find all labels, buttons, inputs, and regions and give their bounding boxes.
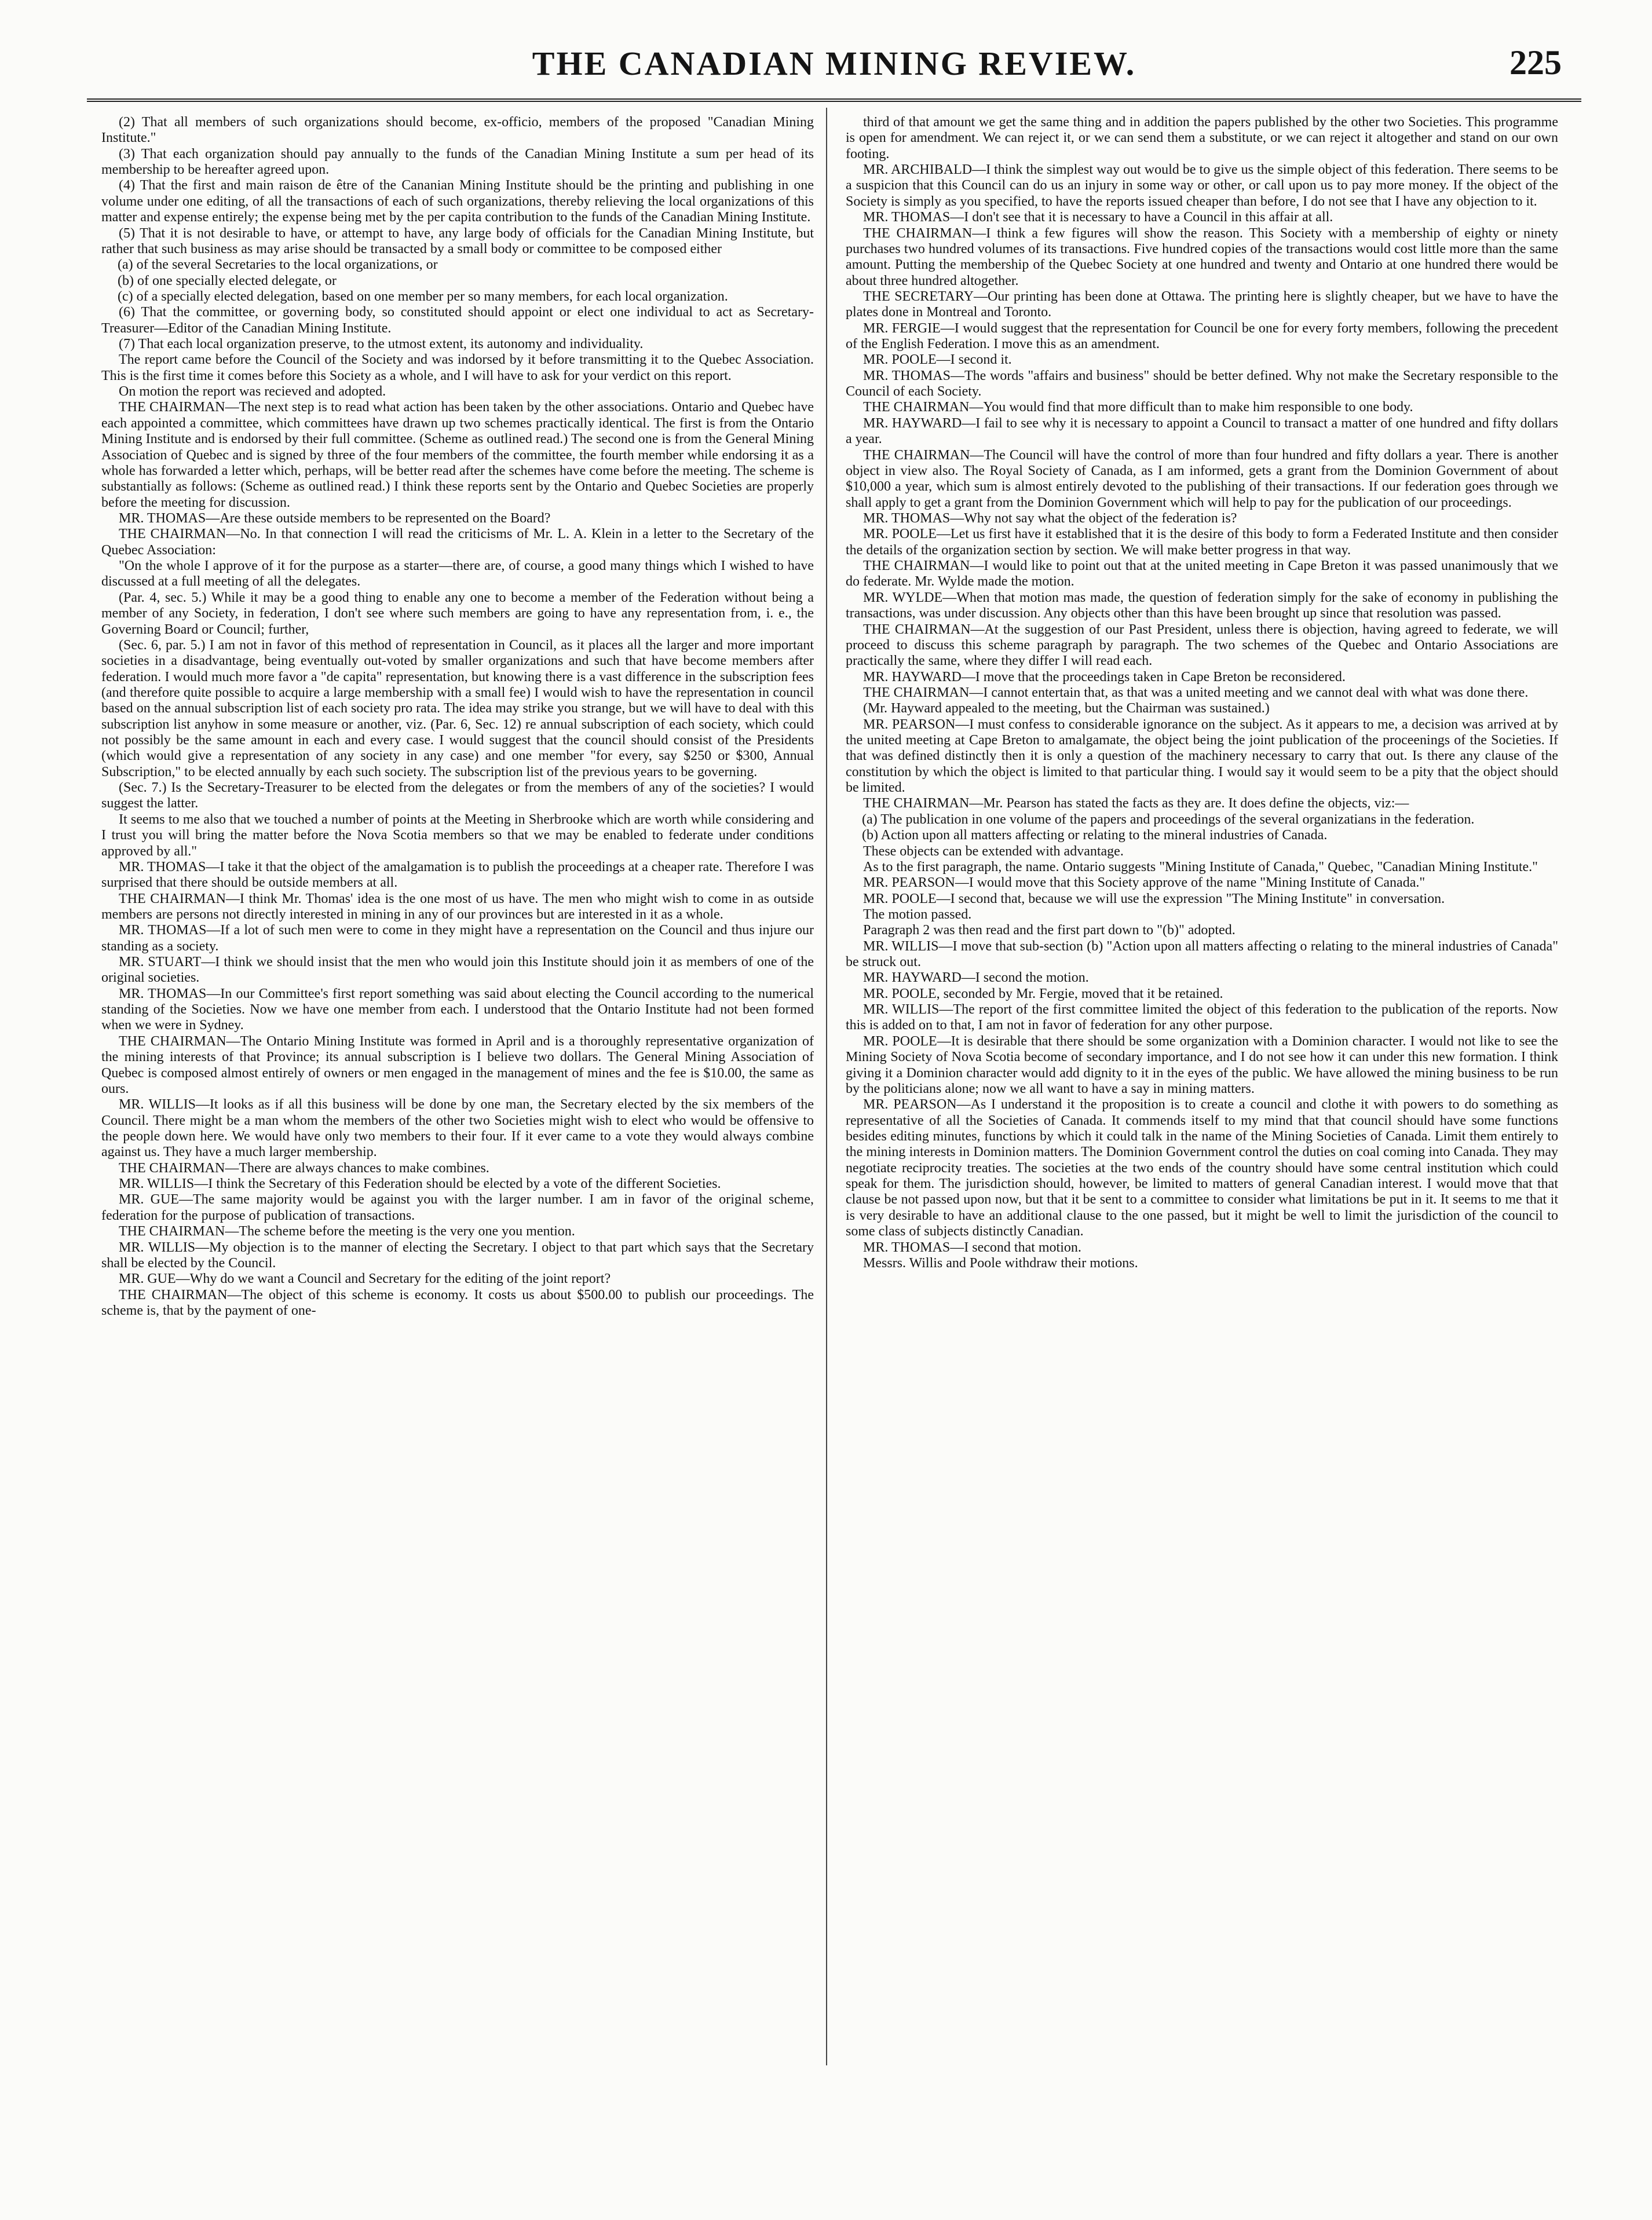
paragraph: (a) of the several Secretaries to the local organizations, or: [118, 257, 438, 273]
paragraph: MR. POOLE—Let us first have it established that it is the desire of this body to form a Federated Institute and then consider the details of the organization section by section. We will make better progress in that way.: [846, 526, 1558, 558]
paragraph: THE CHAIRMAN—The scheme before the meeting is the very one you mention.: [119, 1224, 575, 1239]
paragraph: (Sec. 7.) Is the Secretary-Treasurer to be elected from the delegates or from the members of any of the societies? I would suggest the latter.: [101, 780, 814, 811]
paragraph: THE CHAIRMAN—I think Mr. Thomas' idea is the one most of us have. The men who might wish to come in as outside members are persons not directly interested in mining in any of our provinces but are interested in it as a whole.: [101, 891, 814, 922]
paragraph: (b) of one specially elected delegate, or: [118, 273, 337, 288]
paragraph: These objects can be extended with advantage.: [863, 843, 1124, 859]
paragraph: The motion passed.: [863, 906, 972, 922]
paragraph: (b) Action upon all matters affecting or relating to the mineral industries of Canada.: [862, 828, 1328, 843]
paragraph: MR. STUART—I think we should insist that the men who would join this Institute should join it as members of one of the original societies.: [101, 954, 814, 986]
paragraph: THE CHAIRMAN—The next step is to read what action has been taken by the other associations. Ontario and Quebec have each appointed a committee, which committees have drawn up two schemes practically identical. The first is from the Ontario Mining Institute and is endorsed by their full committee. (Scheme as outlined read.) The second one is from the General Mining Association of Quebec and is signed by three of the four members of the committee, the fourth member while endorsing it as a whole has forwarded a letter which, perhaps, will be better read after the schemes have come before the meeting. The scheme is substantially as follows: (Scheme as outlined read.) I think these reports sent by the Ontario and Quebec Societies are properly before the meeting for discussion.: [101, 400, 814, 510]
paragraph: THE CHAIRMAN—I cannot entertain that, as that was a united meeting and we cannot deal with what was done there.: [863, 685, 1529, 700]
header-rule: [87, 98, 1581, 102]
paragraph: THE CHAIRMAN—The Council will have the control of more than four hundred and fifty dollars a year. There is another object in view also. The Royal Society of Canada, as I am informed, gets a grant from the Dominion Government of about $10,000 a year, which sum is almost entirely devoted to the publishing of their transactions. If our federation goes through we shall apply to get a grant from the Dominion Government which will help to pay for the publication of our proceedings.: [846, 447, 1558, 510]
paragraph: (Par. 4, sec. 5.) While it may be a good thing to enable any one to become a member of the Federation without being a member of any Society, in federation, I don't see where such members are going to have any representation from, i. e., the Governing Board or Council; further,: [101, 590, 814, 637]
paragraph: MR. POOLE—I second it.: [863, 352, 1012, 368]
publication-title: THE CANADIAN MINING REVIEW.: [532, 45, 1136, 82]
paragraph: THE CHAIRMAN—No. In that connection I will read the criticisms of Mr. L. A. Klein in a letter to the Secretary of the Quebec Association:: [101, 526, 814, 558]
masthead: [93, 34, 1576, 97]
paragraph: THE CHAIRMAN—I think a few figures will show the reason. This Society with a membership of eighty or ninety purchases two hundred volumes of its transactions. Five hundred copies of the transactions would cost little more than the same amount. Putting the membership of the Quebec Society at one hundred and twenty and Ontario at one hundred there would be about three hundred altogether.: [846, 225, 1558, 288]
paragraph: MR. POOLE—I second that, because we will use the expression "The Mining Institute" in conversation.: [863, 891, 1445, 906]
paragraph: MR. PEARSON—I must confess to considerable ignorance on the subject. As it appears to me, a decision was arrived at by the united meeting at Cape Breton to amalgamate, the object being the joint publication of the proceenings of the Societies. If that was defined distinctly then it is only a question of the machinery necessary to carry that out. Is there any clause of the constitution by which the object is limited to that particular thing. I would say it would seem to be a pity that the object should be limited.: [846, 716, 1558, 796]
paragraph: MR. THOMAS—The words "affairs and business" should be better defined. Why not make the Secretary responsible to the Council of each Society.: [846, 368, 1558, 400]
paragraph: MR. PEARSON—As I understand it the proposition is to create a council and clothe it with powers to do something as representative of all the Societies of Canada. It commends itself to my mind that that council should have some functions besides editing minutes, functions by which it could talk in the name of the Mining Societies of Canada. Limit them entirely to the mining interests in Dominion matters. The Dominion Government control the duties on coal coming into Canada. They may negotiate reciprocity treaties. The societies at the two ends of the country should have some central institution which could speak for them. The jurisdiction should, however, be limited to matters of general Canadian interest. I would move that that clause be not passed upon now, but that it be sent to a committee to consider what limitations be put in it. It seems to me that it is very desirable to have an additional clause to the one passed, but it might be well to limit the jurisdiction of the council to some class of subjects distinctly Canadian.: [846, 1097, 1558, 1239]
paragraph: THE CHAIRMAN—There are always chances to make combines.: [119, 1160, 489, 1176]
paragraph: (Mr. Hayward appealed to the meeting, but the Chairman was sustained.): [863, 701, 1270, 716]
paragraph: MR. THOMAS—I second that motion.: [863, 1239, 1081, 1255]
paragraph: "On the whole I approve of it for the purpose as a starter—there are, of course, a good many things which I wished to have discussed at a full meeting of all the delegates.: [101, 558, 814, 590]
paragraph: THE SECRETARY—Our printing has been done at Ottawa. The printing here is slightly cheaper, but we have to have the plates done in Montreal and Toronto.: [846, 288, 1558, 320]
paragraph: THE CHAIRMAN—I would like to point out that at the united meeting in Cape Breton it was passed unanimously that we do federate. Mr. Wylde made the motion.: [846, 558, 1558, 590]
paragraph: On motion the report was recieved and adopted.: [119, 384, 386, 400]
paragraph: MR. ARCHIBALD—I think the simplest way out would be to give us the simple object of this federation. There seems to be a suspicion that this Council can do us an injury in some way or other, or call upon us to pay more money. If the object of the Society is simply as you specified, to have the reports issued cheaper than before, I do not see that I have any objection to it.: [846, 162, 1558, 209]
paragraph: THE CHAIRMAN—Mr. Pearson has stated the facts as they are. It does define the objects, viz:—: [863, 796, 1409, 811]
paragraph: MR. WILLIS—The report of the first committee limited the object of this federation to the publication of the reports. Now this is added on to that, I am not in favor of federation for any other purpose.: [846, 1002, 1558, 1033]
paragraph: MR. THOMAS—Why not say what the object of the federation is?: [863, 510, 1237, 526]
paragraph: (Sec. 6, par. 5.) I am not in favor of this method of representation in Council, as it places all the larger and more important societies in a disadvantage, being eventually out-voted by smaller organizations and such that have become members after federation. I would much more favor a "de capita" representation, but knowing there is a vast difference in the subscription fees (and therefore quite possible to acquire a large membership with a small fee) I would wish to have the representation in council based on the annual subscription list of each society pro rata. The idea may strike you strange, but we will have to deal with this subscription list anyhow in some measure or another, viz. (Par. 6, Sec. 12) re annual subscription of each society, which could not possibly be the same amount in each and every case. I would suggest that the council should consist of the Presidents (which would give a representation of any society in any case) and one member "for every, say $250 or $300, Annual Subscription," to be elected annually by each such society. The subscription list of the previous years to be governing.: [101, 637, 814, 780]
paragraph: MR. THOMAS—Are these outside members to be represented on the Board?: [119, 510, 551, 526]
paragraph: (c) of a specially elected delegation, based on one member per so many members, for each local organization.: [118, 288, 728, 304]
paragraph: (3) That each organization should pay annually to the funds of the Canadian Mining Institute a sum per head of its membership to be hereafter agreed upon.: [101, 146, 814, 178]
page-number: 225: [1510, 43, 1562, 82]
paragraph: MR. THOMAS—I take it that the object of the amalgamation is to publish the proceedings at a cheaper rate. Therefore I was surprised that there should be outside members at all.: [101, 859, 814, 891]
paragraph: MR. POOLE, seconded by Mr. Fergie, moved that it be retained.: [863, 986, 1223, 1001]
paragraph: Paragraph 2 was then read and the first part down to "(b)" adopted.: [863, 923, 1236, 938]
paragraph: (6) That the committee, or governing body, so constituted should appoint or elect one individual to act as Secretary-Treasurer—Editor of the Canadian Mining Institute.: [101, 305, 814, 336]
paragraph: (2) That all members of such organizations should become, ex-officio, members of the proposed "Canadian Mining Institute.": [101, 115, 814, 146]
left-column: [101, 115, 814, 1319]
paragraph: MR. HAYWARD—I move that the proceedings taken in Cape Breton be reconsidered.: [863, 669, 1346, 685]
paragraph: MR. GUE—Why do we want a Council and Secretary for the editing of the joint report?: [119, 1271, 611, 1287]
paragraph: MR. POOLE—It is desirable that there should be some organization with a Dominion character. I would not like to see the Mining Society of Nova Scotia become of secondary importance, and I do not see how it can under this new formation. I think giving it a Dominion character would add dignity to it in the eyes of the public. We have allowed the mining business to be run by the politicians alone; now we all want to have a say in mining matters.: [846, 1033, 1558, 1096]
paragraph: THE CHAIRMAN—You would find that more difficult than to make him responsible to one body.: [863, 400, 1413, 415]
paragraph: (a) The publication in one volume of the papers and proceedings of the several organizatians in the federation.: [862, 811, 1475, 827]
paragraph: MR. HAYWARD—I second the motion.: [863, 970, 1089, 986]
paragraph: MR. GUE—The same majority would be against you with the larger number. I am in favor of the original scheme, federation for the purpose of publication of transactions.: [101, 1192, 814, 1223]
paragraph: Messrs. Willis and Poole withdraw their motions.: [863, 1255, 1138, 1271]
paragraph: MR. WILLIS—I think the Secretary of this Federation should be elected by a vote of the different Societies.: [119, 1176, 721, 1192]
paragraph: (4) That the first and main raison de être of the Cananian Mining Institute should be the printing and publishing in one volume under one editing, of all the transactions of each of such organizations, thereby relieving the local organizations of this matter and expense entirely; the expense being met by the per capita contribution to the funds of the Canadian Mining Institute.: [101, 178, 814, 225]
paragraph: THE CHAIRMAN—The Ontario Mining Institute was formed in April and is a thoroughly representative organization of the mining interests of that Province; its annual subscription is I believe two dollars. The General Mining Association of Quebec is composed almost entirely of owners or men engaged in the management of mines and the fee is $10.00, the same as ours.: [101, 1033, 814, 1096]
paragraph: THE CHAIRMAN—The object of this scheme is economy. It costs us about $500.00 to publish our proceedings. The scheme is, that by the payment of one-: [101, 1287, 814, 1318]
paragraph: (5) That it is not desirable to have, or attempt to have, any large body of officials for the Canadian Mining Institute, but rather that such business as may arise should be transacted by a small body or committee to be composed either: [101, 225, 814, 257]
column-divider: [826, 108, 827, 2065]
paragraph: MR. PEARSON—I would move that this Society approve of the name "Mining Institute of Canada.": [863, 875, 1426, 891]
paragraph: MR. HAYWARD—I fail to see why it is necessary to appoint a Council to transact a matter of one hundred and fifty dollars a year.: [846, 415, 1558, 447]
paragraph: MR. THOMAS—In our Committee's first report something was said about electing the Council according to the numerical standing of the Societies. Now we have one member from each. I understood that the Ontario Institute had not been formed when we were in Sydney.: [101, 986, 814, 1033]
paragraph: It seems to me also that we touched a number of points at the Meeting in Sherbrooke which are worth while considering and I trust you will bring the matter before the Nova Scotia members so that we may be enabled to federate under conditions approved by all.": [101, 811, 814, 859]
right-column: [846, 115, 1558, 1271]
paragraph: THE CHAIRMAN—At the suggestion of our Past President, unless there is objection, having agreed to federate, we will proceed to discuss this scheme paragraph by paragraph. The two schemes of the Quebec and Ontario Associations are practically the same, where they differ I will read each.: [846, 621, 1558, 669]
paragraph: MR. THOMAS—If a lot of such men were to come in they might have a representation on the Council and thus injure our standing as a society.: [101, 923, 814, 954]
paragraph: MR. WILLIS—It looks as if all this business will be done by one man, the Secretary elected by the six members of the Council. There might be a man whom the members of the other two Societies might wish to elect who would be offensive to the people down here. We would have only two members to their four. If it ever came to a vote they would always combine against us. They have a much larger membership.: [101, 1097, 814, 1160]
paragraph: MR. THOMAS—I don't see that it is necessary to have a Council in this affair at all.: [863, 210, 1333, 225]
paragraph: MR. WILLIS—I move that sub-section (b) "Action upon all matters affecting o relating to the mineral industries of Canada" be struck out.: [846, 938, 1558, 970]
paragraph: MR. FERGIE—I would suggest that the representation for Council be one for every forty members, following the precedent of the English Federation. I move this as an amendment.: [846, 320, 1558, 352]
paragraph: The report came before the Council of the Society and was indorsed by it before transmitting it to the Quebec Association. This is the first time it comes before this Society as a whole, and I will have to ask for your verdict on this report.: [101, 352, 814, 383]
paragraph: (7) That each local organization preserve, to the utmost extent, its autonomy and individuality.: [119, 337, 644, 352]
paragraph: As to the first paragraph, the name. Ontario suggests "Mining Institute of Canada," Quebec, "Canadian Mining Institute.": [863, 859, 1538, 875]
paragraph: MR. WILLIS—My objection is to the manner of electing the Secretary. I object to that part which says that the Secretary shall be elected by the Council.: [101, 1239, 814, 1271]
paragraph: MR. WYLDE—When that motion mas made, the question of federation simply for the sake of economy in publishing the transactions, was under discussion. Any objects other than this have been brought up since that resolution was passed.: [846, 590, 1558, 621]
paragraph: third of that amount we get the same thing and in addition the papers published by the other two Societies. This programme is open for amendment. We can reject it, or we can send them a substitute, or we can reject it altogether and stand on our own footing.: [846, 115, 1558, 162]
